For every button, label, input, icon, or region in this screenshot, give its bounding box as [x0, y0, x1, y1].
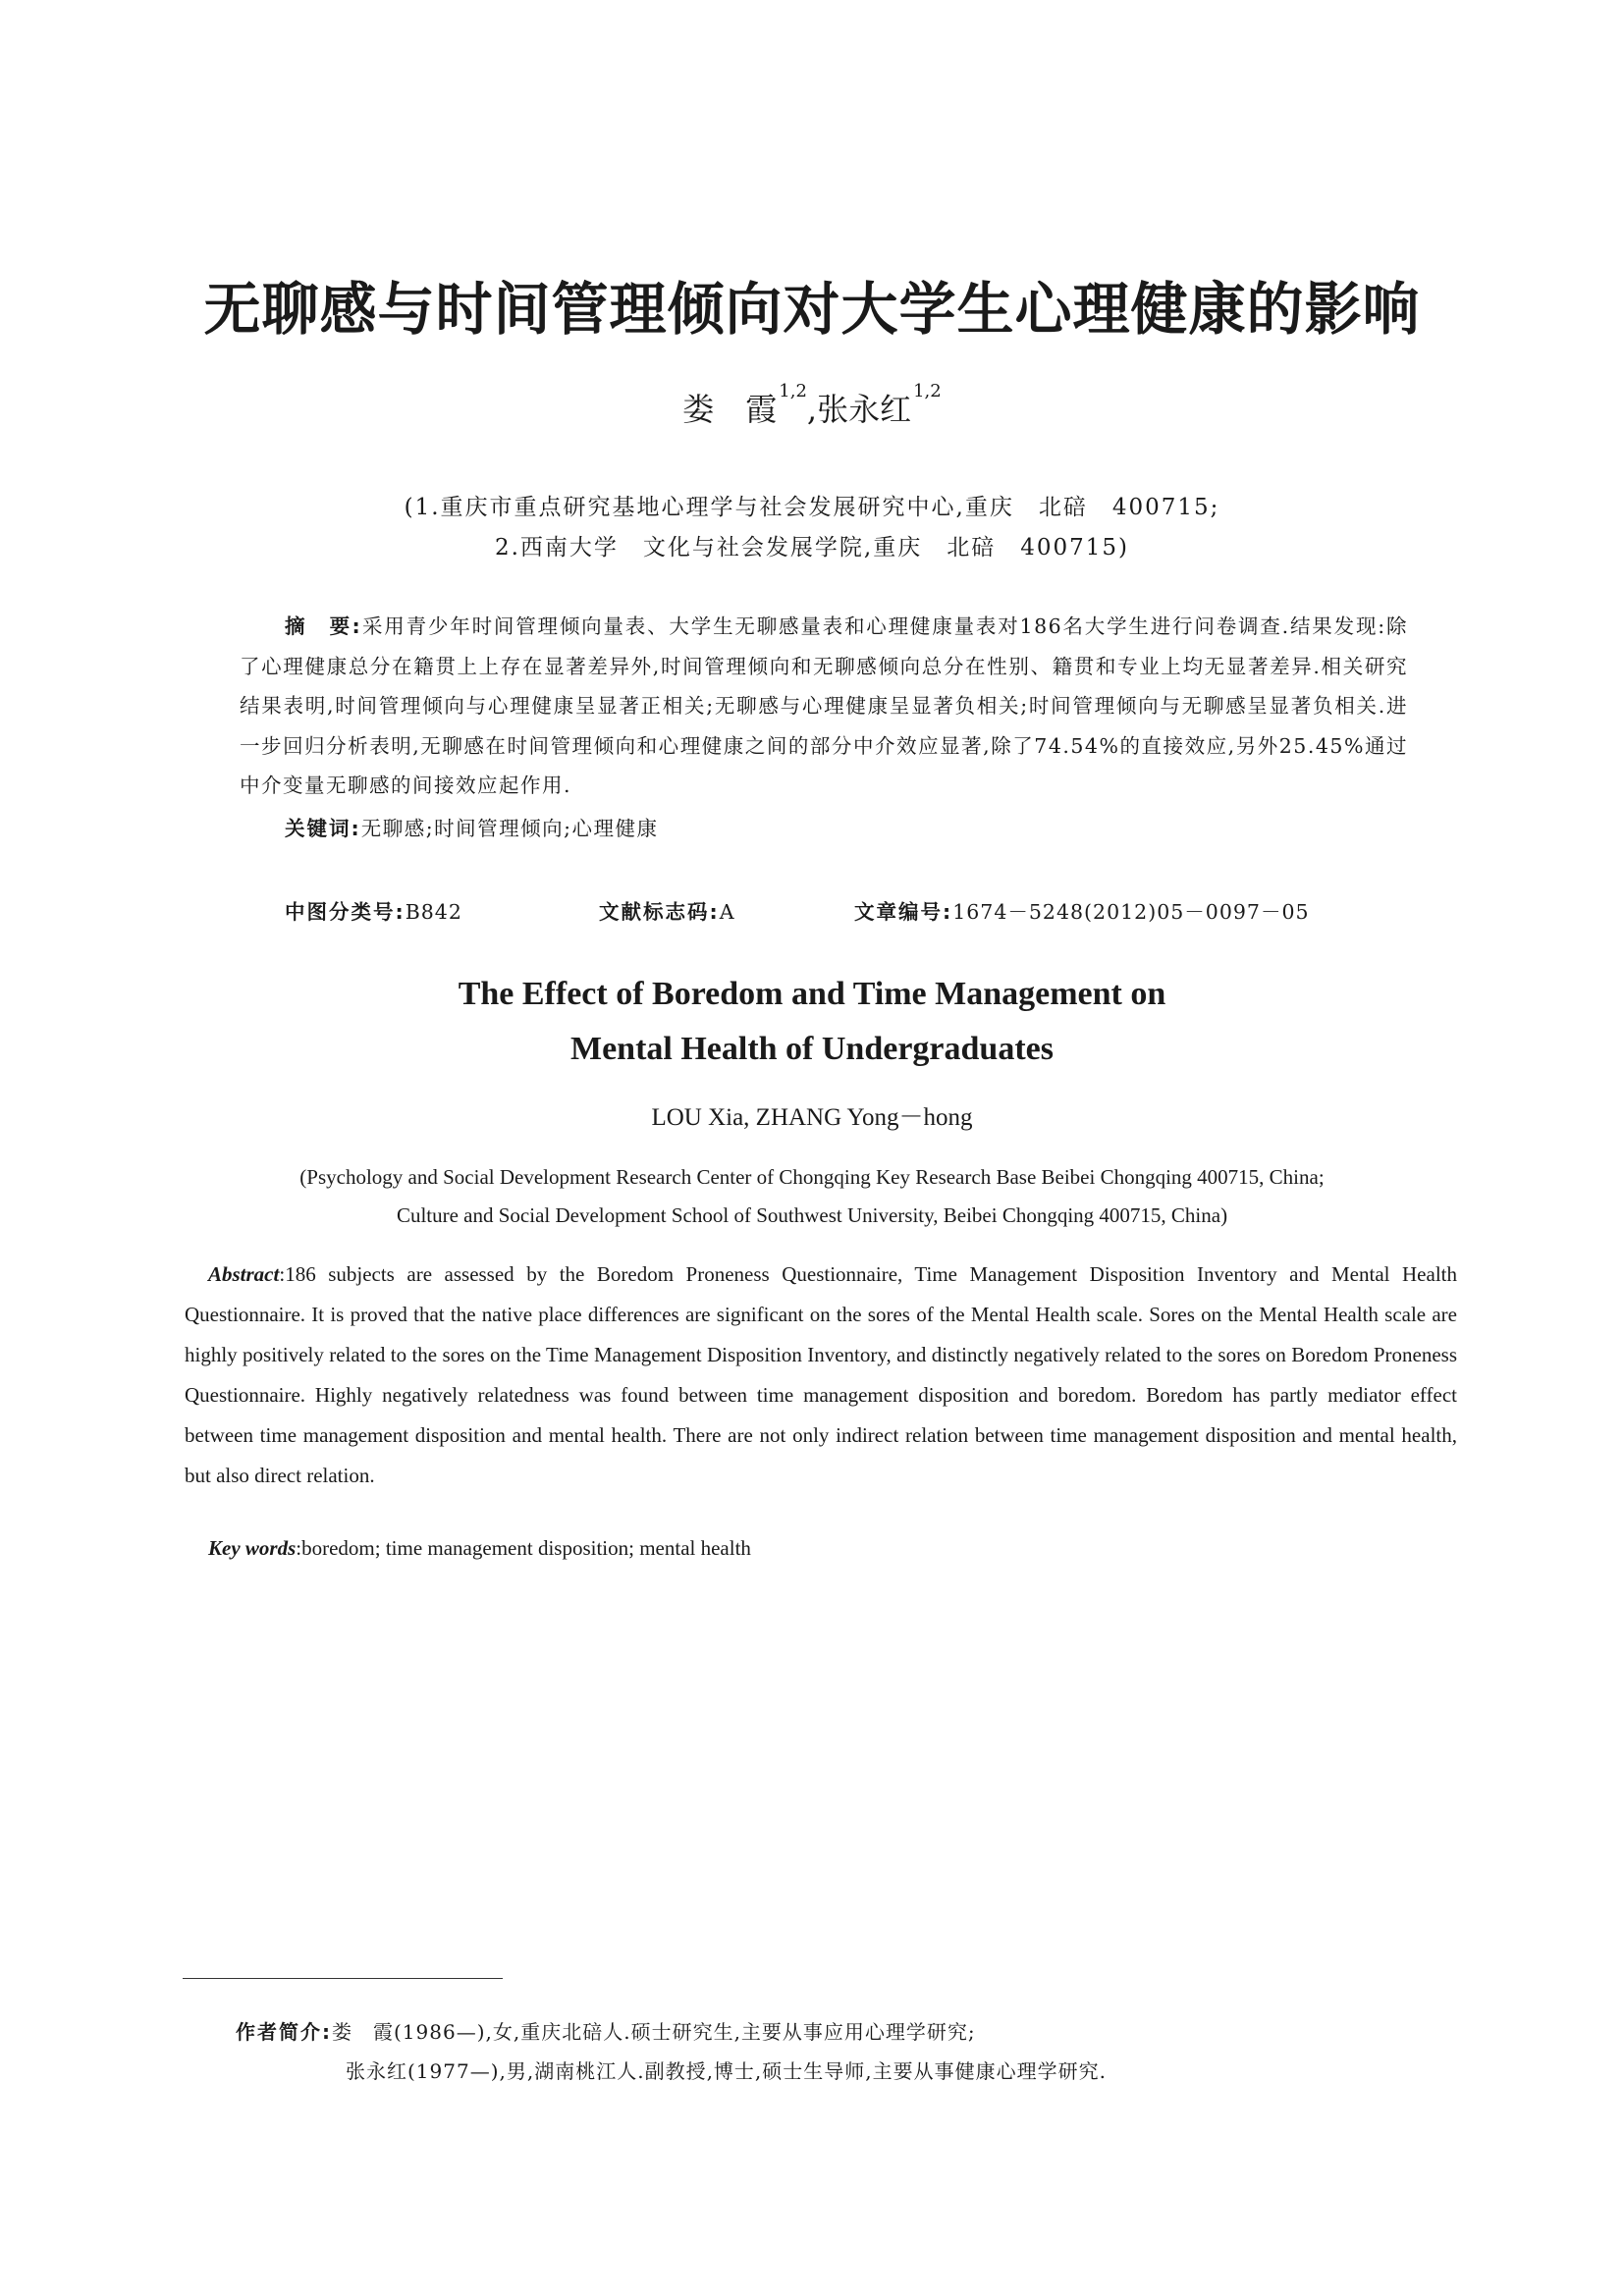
keywords-en [208, 1536, 751, 1561]
author-1: 娄 霞 [682, 391, 778, 428]
footnote-line-2: 张永红(1977—),男,湖南桃江人.副教授,博士,硕士生导师,主要从事健康心理学研究. [346, 2059, 1108, 2083]
clc-label: 中图分类号: [285, 900, 406, 924]
affiliation-zh-1: (1.重庆市重点研究基地心理学与社会发展研究中心,重庆 北碚 400715; [404, 495, 1220, 520]
affiliation-en-1: (Psychology and Social Development Research Center of Chongqing Key Research Base Beibei Chongqing 400715, China; [299, 1165, 1325, 1189]
title-en-line-2: Mental Health of Undergraduates [569, 1031, 1054, 1067]
abstract-en-colon: : [279, 1262, 286, 1286]
abstract-zh-text: 采用青少年时间管理倾向量表、大学生无聊感量表和心理健康量表对186名大学生进行问卷调查.结果发现:除了心理健康总分在籍贯上上存在显著差异外,时间管理倾向和无聊感倾向总分在性别、籍贯和专业上均无显著差异.相关研究结果表明,时间管理倾向与心理健康呈显著正相关;无聊感与心理健康呈显著负相关;时间管理倾向与无聊感呈显著负相关.进一步回归分析表明,无聊感在时间管理倾向和心理健康之间的部分中介效应显著,除了74.54%的直接效应,另外25.45%通过中介变量无聊感的间接效应起作用. [240, 614, 1408, 797]
footnote-line-1 [236, 2016, 976, 2045]
keywords-zh-label: 关键词: [285, 817, 361, 840]
footnote-rule [183, 1978, 503, 1979]
abstract-en [185, 1255, 1457, 1496]
article-number [854, 895, 1310, 925]
abstract-en-text: 186 subjects are assessed by the Boredom Proneness Questionnaire, Time Management Disposition Inventory and Mental Health Questionnaire. It is proved that the native place differences are significant on the sores of the Mental Health scale. Sores on the Mental Health scale are highly positively related to the sores on the Time Management Disposition Inventory, and distinctly negatively related to the sores on Boredom Proneness Questionnaire. Highly negatively relatedness was found between time management disposition and boredom. Boredom has partly mediator effect between time management disposition and mental health. There are not only indirect relation between time management disposition and mental health, but also direct relation. [185, 1262, 1457, 1487]
clc-number [285, 895, 462, 925]
footnote-author-1: 娄 霞(1986—),女,重庆北碚人.硕士研究生,主要从事应用心理学研究; [332, 2020, 976, 2044]
doc-label: 文献标志码: [599, 900, 720, 924]
keywords-zh-text: 无聊感;时间管理倾向;心理健康 [360, 817, 659, 840]
affiliation-en-2: Culture and Social Development School of Southwest University, Beibei Chongqing 400715, China) [396, 1203, 1228, 1227]
doc-value: A [719, 900, 735, 924]
abstract-zh [240, 607, 1408, 806]
authors-zh [0, 381, 1624, 430]
footnote-label: 作者简介: [236, 2020, 332, 2044]
keywords-en-text: boredom; time management disposition; mental health [301, 1536, 751, 1560]
abstract-en-label: Abstract [208, 1262, 280, 1286]
article-label: 文章编号: [854, 900, 953, 924]
title-en-line-1: The Effect of Boredom and Time Management on [458, 976, 1166, 1012]
document-code [599, 895, 735, 925]
article-value: 1674－5248(2012)05－0097－05 [952, 900, 1310, 924]
keywords-zh [285, 812, 659, 841]
clc-value: B842 [405, 900, 462, 924]
affiliation-zh-2: 2.西南大学 文化与社会发展学院,重庆 北碚 400715) [494, 535, 1130, 561]
keywords-en-colon: : [296, 1536, 302, 1560]
authors-en: LOU Xia, ZHANG Yong－hong [651, 1104, 973, 1131]
abstract-zh-label: 摘 要: [285, 614, 362, 638]
author-2-affil-sup: 1,2 [913, 381, 942, 401]
author-2: 张永红 [817, 391, 912, 428]
author-separator: , [806, 391, 818, 428]
title-zh: 无聊感与时间管理倾向对大学生心理健康的影响 [203, 276, 1421, 343]
author-1-affil-sup: 1,2 [779, 381, 807, 401]
keywords-en-label: Key words [208, 1536, 297, 1560]
